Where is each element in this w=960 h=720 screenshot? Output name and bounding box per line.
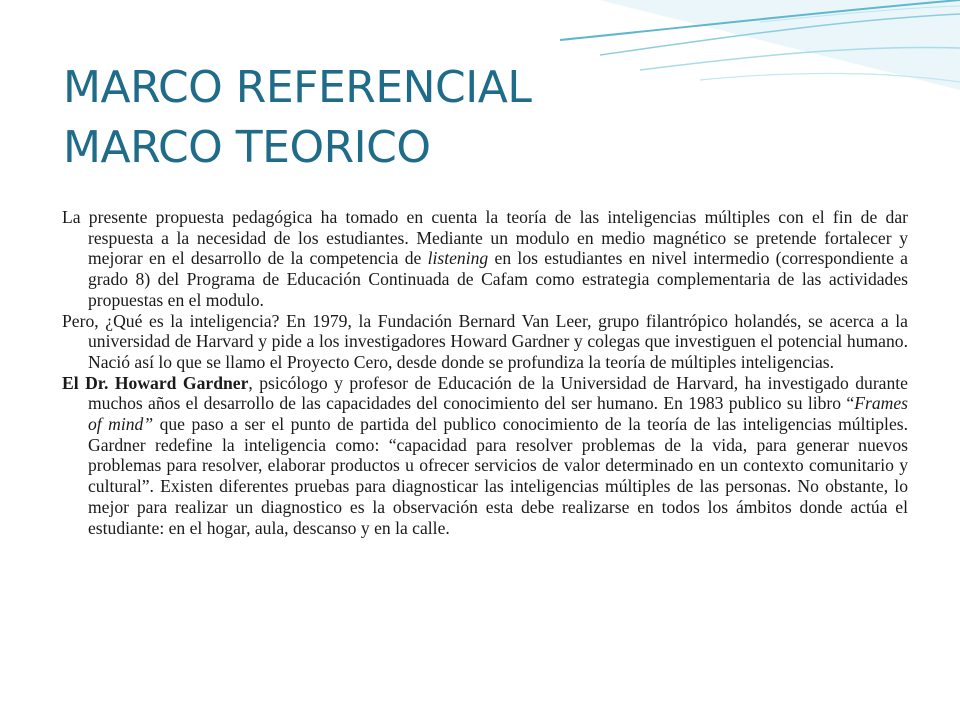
slide-title (63, 58, 823, 178)
paragraph-intro (62, 207, 908, 311)
paragraph-gardner (62, 373, 908, 539)
paragraph-intelligence: Pero, ¿Qué es la inteligencia? En 1979, la Fundación Bernard Van Leer, grupo filantrópico holandés, se acerca a la universidad de Harvard y pide a los investigadores Howard Gardner y colegas que investiguen el potencial humano. Nació así lo que se llamo el Proyecto Cero, desde donde se profundiza la teoría de múltiples inteligencias. (62, 310, 908, 372)
italic-book-title: Frames of mind” (88, 393, 908, 435)
slide-body (62, 207, 908, 538)
bold-gardner-name: El Dr. Howard Gardner (62, 372, 249, 393)
title-line-1: MARCO REFERENCIAL (63, 62, 532, 113)
paragraph-gardner-text: , psicólogo y profesor de Educación de la Universidad de Harvard, ha investigado durante muchos años el desarrollo de las capacidades del conocimiento del ser humano. En 1983 publico su libro “ (88, 372, 908, 414)
italic-listening: listening (427, 248, 489, 269)
paragraph-gardner-text-end: que paso a ser el punto de partida del publico conocimiento de la teoría de las inteligencias múltiples. Gardner redefine la inteligencia como: “capacidad para resolver problemas de la vida, para generar nuevos problemas para resolver, elaborar productos u ofrecer servicios de valor determinado en un contexto comunitario y cultural”. Existen diferentes pruebas para diagnosticar las inteligencias múltiples de las personas. No obstante, lo mejor para realizar un diagnostico es la observación esta debe realizarse en todos los ámbitos donde actúa el estudiante: en el hogar, aula, descanso y en la calle. (88, 414, 908, 538)
paragraph-intro-text-end: en los estudiantes en nivel intermedio (correspondiente a grado 8) del Programa de Educación Continuada de Cafam como estrategia complementaria de las actividades propuestas en el modulo. (88, 248, 908, 310)
paragraph-intro-text: La presente propuesta pedagógica ha tomado en cuenta la teoría de las inteligencias múltiples con el fin de dar respuesta a la necesidad de los estudiantes. Mediante un modulo en medio magnético se pretende fortalecer y mejorar en el desarrollo de la competencia de (62, 207, 908, 269)
title-line-2: MARCO TEORICO (63, 122, 431, 173)
